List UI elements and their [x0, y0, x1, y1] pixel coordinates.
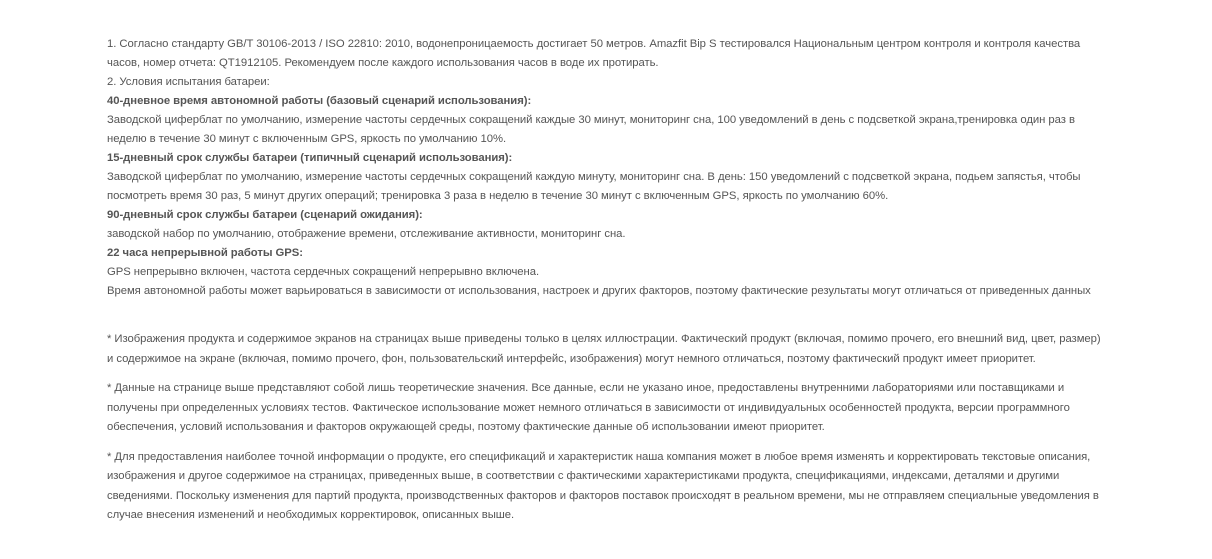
- battery-scenario-heading: 40-дневное время автономной работы (базовый сценарий использования):: [107, 95, 532, 107]
- product-notes: [107, 35, 1107, 301]
- battery-scenario-text: Заводской циферблат по умолчанию, измерение частоты сердечных сокращений каждые 30 минут, мониторинг сна, 100 уведомлений в день с подсветкой экрана,тренировка один раз в неделю в течение 30 минут с включенным GPS, яркость по умолчанию 10%.: [107, 114, 1075, 145]
- battery-scenario-text: заводской набор по умолчанию, отображение времени, отслеживание активности, мониторинг сна.: [107, 228, 626, 240]
- disclaimer-paragraph: * Для предоставления наиболее точной информации о продукте, его спецификаций и характеристик наша компания может в любое время изменять и корректировать текстовые описания, изображения и другое содержимое на страницах, приведенных выше, в соответствии с фактическими характеристиками продукта, спецификациями, индексами, деталями и другими сведениями. Поскольку изменения для партий продукта, производственных факторов и факторов поставок происходят в реальном времени, мы не отправляем специальные уведомления в случае внесения изменений и необходимых корректировок, описанных выше.: [107, 450, 1099, 521]
- battery-scenario-heading: 90-дневный срок службы батареи (сценарий ожидания):: [107, 209, 423, 221]
- disclaimers: [107, 330, 1107, 536]
- note-battery-conditions: 2. Условия испытания батареи:: [107, 76, 270, 88]
- battery-scenario-text: GPS непрерывно включен, частота сердечных сокращений непрерывно включена.: [107, 266, 540, 278]
- note-water-resistance: 1. Согласно стандарту GB/T 30106-2013 / ISO 22810: 2010, водонепроницаемость достигает 50 метров. Amazfit Bip S тестировался Национальным центром контроля и контроля качества часов, номер отчета: QT1912105. Рекомендуем после каждого использования часов в воде их протирать.: [107, 38, 1081, 69]
- disclaimer-paragraph: * Данные на странице выше представляют собой лишь теоретические значения. Все данные, если не указано иное, предоставлены внутренними лабораториями или поставщиками и получены при определенных условиях тестов. Фактическое использование может немного отличаться в зависимости от индивидуальных особенностей продукта, версии программного обеспечения, условий использования и факторов окружающей среды, поэтому фактические данные об использовании имеют приоритет.: [107, 382, 1070, 433]
- battery-scenario-text: Заводской циферблат по умолчанию, измерение частоты сердечных сокращений каждую минуту, мониторинг сна. В день: 150 уведомлений с подсветкой экрана, подьем запястья, чтобы посмотреть время 30 раз, 5 минут других операций; тренировка 3 раза в неделю в течение 30 минут с включенным GPS, яркость по умолчанию 60%.: [107, 171, 1081, 202]
- battery-disclaimer-text: Время автономной работы может варьироваться в зависимости от использования, настроек и других факторов, поэтому фактические результаты могут отличаться от приведенных данных: [107, 285, 1091, 297]
- disclaimer-paragraph: * Изображения продукта и содержимое экранов на страницах выше приведены только в целях иллюстрации. Фактический продукт (включая, помимо прочего, его внешний вид, цвет, размер) и содержимое на экране (включая, помимо прочего, фон, пользовательский интерфейс, изображения) могут немного отличаться, поэтому фактический продукт имеет приоритет.: [107, 333, 1101, 365]
- battery-scenario-heading: 22 часа непрерывной работы GPS:: [107, 247, 303, 259]
- battery-scenario-heading: 15-дневный срок службы батареи (типичный сценарий использования):: [107, 152, 513, 164]
